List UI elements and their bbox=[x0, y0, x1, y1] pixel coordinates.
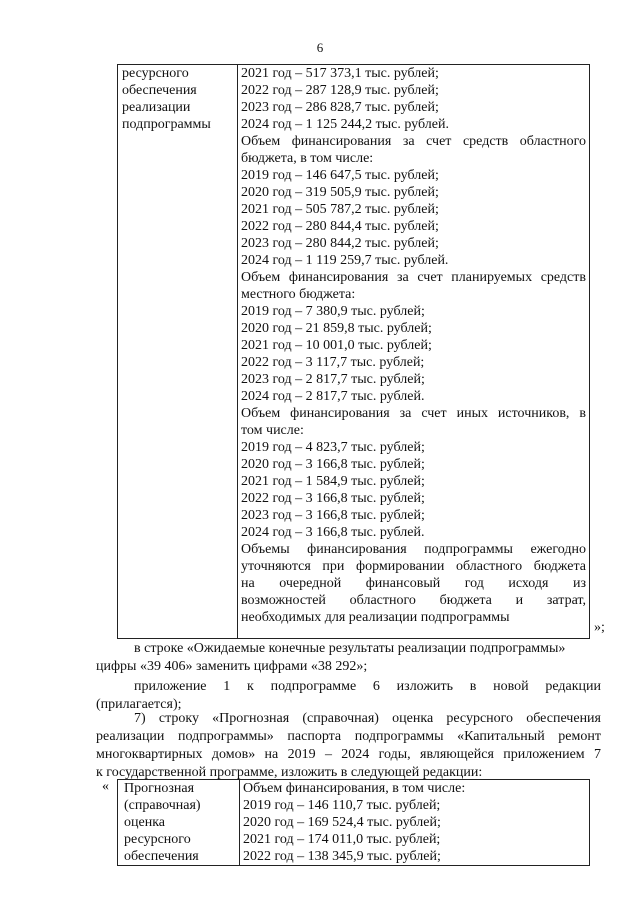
paragraph-line: в строке «Ожидаемые конечные результаты реализации подпрограммы» bbox=[134, 641, 566, 656]
funding-line: 2022 год – 3 117,7 тыс. рублей; bbox=[241, 355, 425, 370]
row-label-line: обеспечения bbox=[124, 849, 199, 864]
row-label-line: ресурсного bbox=[124, 832, 191, 847]
funding-line: 2023 год – 280 844,2 тыс. рублей; bbox=[241, 236, 439, 251]
paragraph-line: многоквартирных домов» на 2019 – 2024 годы, являющейся приложением 7 bbox=[96, 747, 601, 762]
funding-note-line: Объемы финансирования подпрограммы ежегодно bbox=[241, 542, 586, 557]
funding-heading-line: Объем финансирования за счет иных источников, в bbox=[241, 406, 586, 421]
paragraph-line: реализации подпрограммы» паспорта подпрограммы «Капитальный ремонт bbox=[96, 729, 601, 744]
funding-note-line: необходимых для реализации подпрограммы bbox=[241, 610, 510, 625]
row-label-line: реализации bbox=[122, 100, 191, 115]
funding-line: 2024 год – 2 817,7 тыс. рублей. bbox=[241, 389, 425, 404]
page-number: 6 bbox=[316, 40, 324, 55]
funding-line: 2021 год – 505 787,2 тыс. рублей; bbox=[241, 202, 439, 217]
paragraph-item-7 bbox=[96, 710, 601, 782]
row-label-line: (справочная) bbox=[124, 798, 201, 813]
funding-line: 2022 год – 3 166,8 тыс. рублей; bbox=[241, 491, 425, 506]
funding-details-cell bbox=[238, 65, 590, 639]
forecast-table bbox=[117, 779, 590, 866]
row-label-line: обеспечения bbox=[122, 83, 197, 98]
paragraph-expected-results bbox=[96, 640, 601, 676]
forecast-details-cell bbox=[240, 780, 590, 866]
funding-line: 2024 год – 1 125 244,2 тыс. рублей. bbox=[241, 117, 449, 132]
funding-line: 2023 год – 3 166,8 тыс. рублей; bbox=[241, 508, 425, 523]
row-label-line: ресурсного bbox=[122, 66, 189, 81]
funding-heading-line: местного бюджета: bbox=[241, 287, 356, 302]
funding-heading-line: бюджета, в том числе: bbox=[241, 151, 374, 166]
funding-line: 2021 год – 10 001,0 тыс. рублей; bbox=[241, 338, 432, 353]
funding-line: 2019 год – 146 110,7 тыс. рублей; bbox=[243, 798, 441, 813]
funding-line: 2023 год – 2 817,7 тыс. рублей; bbox=[241, 372, 425, 387]
funding-note-line: на очередной финансовый год исходя из bbox=[241, 576, 586, 591]
funding-line: 2019 год – 4 823,7 тыс. рублей; bbox=[241, 440, 425, 455]
row-label-line: Прогнозная bbox=[124, 781, 195, 796]
funding-line: Объем финансирования, в том числе: bbox=[243, 781, 466, 796]
row-label-cell bbox=[118, 780, 240, 866]
funding-note-line: возможностей областного бюджета и затрат, bbox=[241, 593, 586, 608]
paragraph-line: цифры «39 406» заменить цифрами «38 292»; bbox=[96, 659, 368, 674]
closing-quote: »; bbox=[594, 620, 605, 635]
paragraph-line: к государственной программе, изложить в следующей редакции: bbox=[96, 765, 483, 780]
paragraph-line: приложение 1 к подпрограмме 6 изложить в новой редакции bbox=[134, 679, 601, 694]
funding-line: 2022 год – 287 128,9 тыс. рублей; bbox=[241, 83, 439, 98]
funding-line: 2021 год – 517 373,1 тыс. рублей; bbox=[241, 66, 439, 81]
funding-line: 2021 год – 1 584,9 тыс. рублей; bbox=[241, 474, 425, 489]
paragraph-line: 7) строку «Прогнозная (справочная) оценка ресурсного обеспечения bbox=[134, 711, 601, 726]
funding-heading-line: Объем финансирования за счет средств областного bbox=[241, 134, 586, 149]
funding-line: 2024 год – 1 119 259,7 тыс. рублей. bbox=[241, 253, 449, 268]
funding-heading-line: Объем финансирования за счет планируемых средств bbox=[241, 270, 586, 285]
funding-line: 2020 год – 319 505,9 тыс. рублей; bbox=[241, 185, 439, 200]
funding-line: 2024 год – 3 166,8 тыс. рублей. bbox=[241, 525, 425, 540]
funding-heading-line: том числе: bbox=[241, 423, 304, 438]
row-label-cell bbox=[118, 65, 238, 639]
paragraph-line: (прилагается); bbox=[96, 697, 182, 712]
row-label-line: подпрограммы bbox=[122, 117, 211, 132]
funding-note-line: уточняются при формировании областного бюджета bbox=[241, 559, 586, 574]
opening-quote: « bbox=[102, 779, 109, 794]
paragraph-appendix bbox=[96, 678, 601, 714]
funding-line: 2023 год – 286 828,7 тыс. рублей; bbox=[241, 100, 439, 115]
funding-line: 2020 год – 3 166,8 тыс. рублей; bbox=[241, 457, 425, 472]
funding-line: 2021 год – 174 011,0 тыс. рублей; bbox=[243, 832, 441, 847]
funding-line: 2019 год – 7 380,9 тыс. рублей; bbox=[241, 304, 425, 319]
funding-line: 2020 год – 21 859,8 тыс. рублей; bbox=[241, 321, 432, 336]
funding-table-continued bbox=[117, 64, 590, 639]
funding-line: 2019 год – 146 647,5 тыс. рублей; bbox=[241, 168, 439, 183]
funding-line: 2022 год – 138 345,9 тыс. рублей; bbox=[243, 849, 441, 864]
funding-line: 2020 год – 169 524,4 тыс. рублей; bbox=[243, 815, 441, 830]
funding-line: 2022 год – 280 844,4 тыс. рублей; bbox=[241, 219, 439, 234]
row-label-line: оценка bbox=[124, 815, 166, 830]
